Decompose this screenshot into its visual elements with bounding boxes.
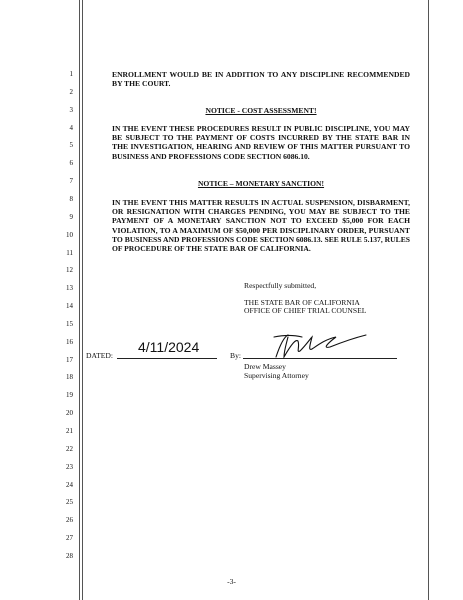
line-number: 3 <box>69 105 73 114</box>
line-number: 5 <box>69 141 73 150</box>
line-number: 1 <box>69 70 73 78</box>
heading-monetary-sanction: NOTICE – MONETARY SANCTION! <box>197 179 325 188</box>
line-number: 23 <box>66 462 73 471</box>
line-number: 4 <box>69 123 73 132</box>
org-office: OFFICE OF CHIEF TRIAL COUNSEL <box>244 306 367 315</box>
heading-cost-assessment: NOTICE - COST ASSESSMENT! <box>205 106 317 115</box>
paragraph-cost-assessment: IN THE EVENT THESE PROCEDURES RESULT IN PUBLIC DISCIPLINE, YOU MAY BE SUBJECT TO THE PAYMENT OF COSTS INCURRED BY THE STATE BAR IN THE INVESTIGATION, HEARING AND REVIEW OF THIS MATTER PURSUANT TO BUSINESS AND PROFESSIONS CODE SECTION 6086.10. <box>112 124 410 161</box>
page-number: -3- <box>227 577 236 586</box>
line-number: 17 <box>66 355 73 364</box>
paragraph-enrollment: ENROLLMENT WOULD BE IN ADDITION TO ANY DISCIPLINE RECOMMENDED BY THE COURT. <box>112 70 410 89</box>
left-margin-rule <box>79 0 80 600</box>
line-number: 15 <box>66 319 73 328</box>
line-number: 24 <box>66 480 73 489</box>
signer-title: Supervising Attorney <box>244 371 309 380</box>
org-name: THE STATE BAR OF CALIFORNIA <box>244 298 360 307</box>
line-number: 28 <box>66 551 73 560</box>
signature-image <box>270 331 370 361</box>
line-number: 13 <box>66 284 73 293</box>
line-number: 10 <box>66 230 73 239</box>
line-number: 9 <box>69 212 73 221</box>
line-number: 19 <box>66 391 73 400</box>
line-number: 16 <box>66 337 73 346</box>
line-number: 18 <box>66 373 73 382</box>
line-number: 7 <box>69 177 73 186</box>
line-number: 11 <box>66 248 73 257</box>
line-number: 8 <box>69 194 73 203</box>
dated-value: 4/11/2024 <box>138 339 200 355</box>
right-margin-rule <box>428 0 429 600</box>
line-number: 12 <box>66 266 73 275</box>
signer-name: Drew Massey <box>244 362 286 371</box>
by-label: By: <box>230 351 241 360</box>
line-number: 26 <box>66 516 73 525</box>
line-number: 6 <box>69 159 73 168</box>
line-number: 2 <box>69 87 73 96</box>
line-number: 14 <box>66 302 73 311</box>
line-number: 25 <box>66 498 73 507</box>
line-number: 22 <box>66 444 73 453</box>
dated-label: DATED: <box>86 351 113 360</box>
line-number: 21 <box>66 427 73 435</box>
line-number: 20 <box>66 409 73 418</box>
closing-text: Respectfully submitted, <box>244 281 317 290</box>
dated-underline <box>117 358 217 359</box>
paragraph-monetary-sanction: IN THE EVENT THIS MATTER RESULTS IN ACTUAL SUSPENSION, DISBARMENT, OR RESIGNATION WITH CHARGES PENDING, YOU MAY BE SUBJECT TO THE PAYMENT OF A MONETARY SANCTION NOT TO EXCEED $5,000 FOR EACH VIOLATION, TO A MAXIMUM OF $50,000 PER DISCIPLINARY ORDER, PURSUANT TO BUSINESS AND PROFESSIONS CODE SECTION 6086.13. SEE RULE 5.137, RULES OF PROCEDURE OF THE STATE BAR OF CALIFORNIA. <box>112 198 410 254</box>
line-number: 27 <box>66 534 73 543</box>
left-margin-rule-inner <box>82 0 83 600</box>
